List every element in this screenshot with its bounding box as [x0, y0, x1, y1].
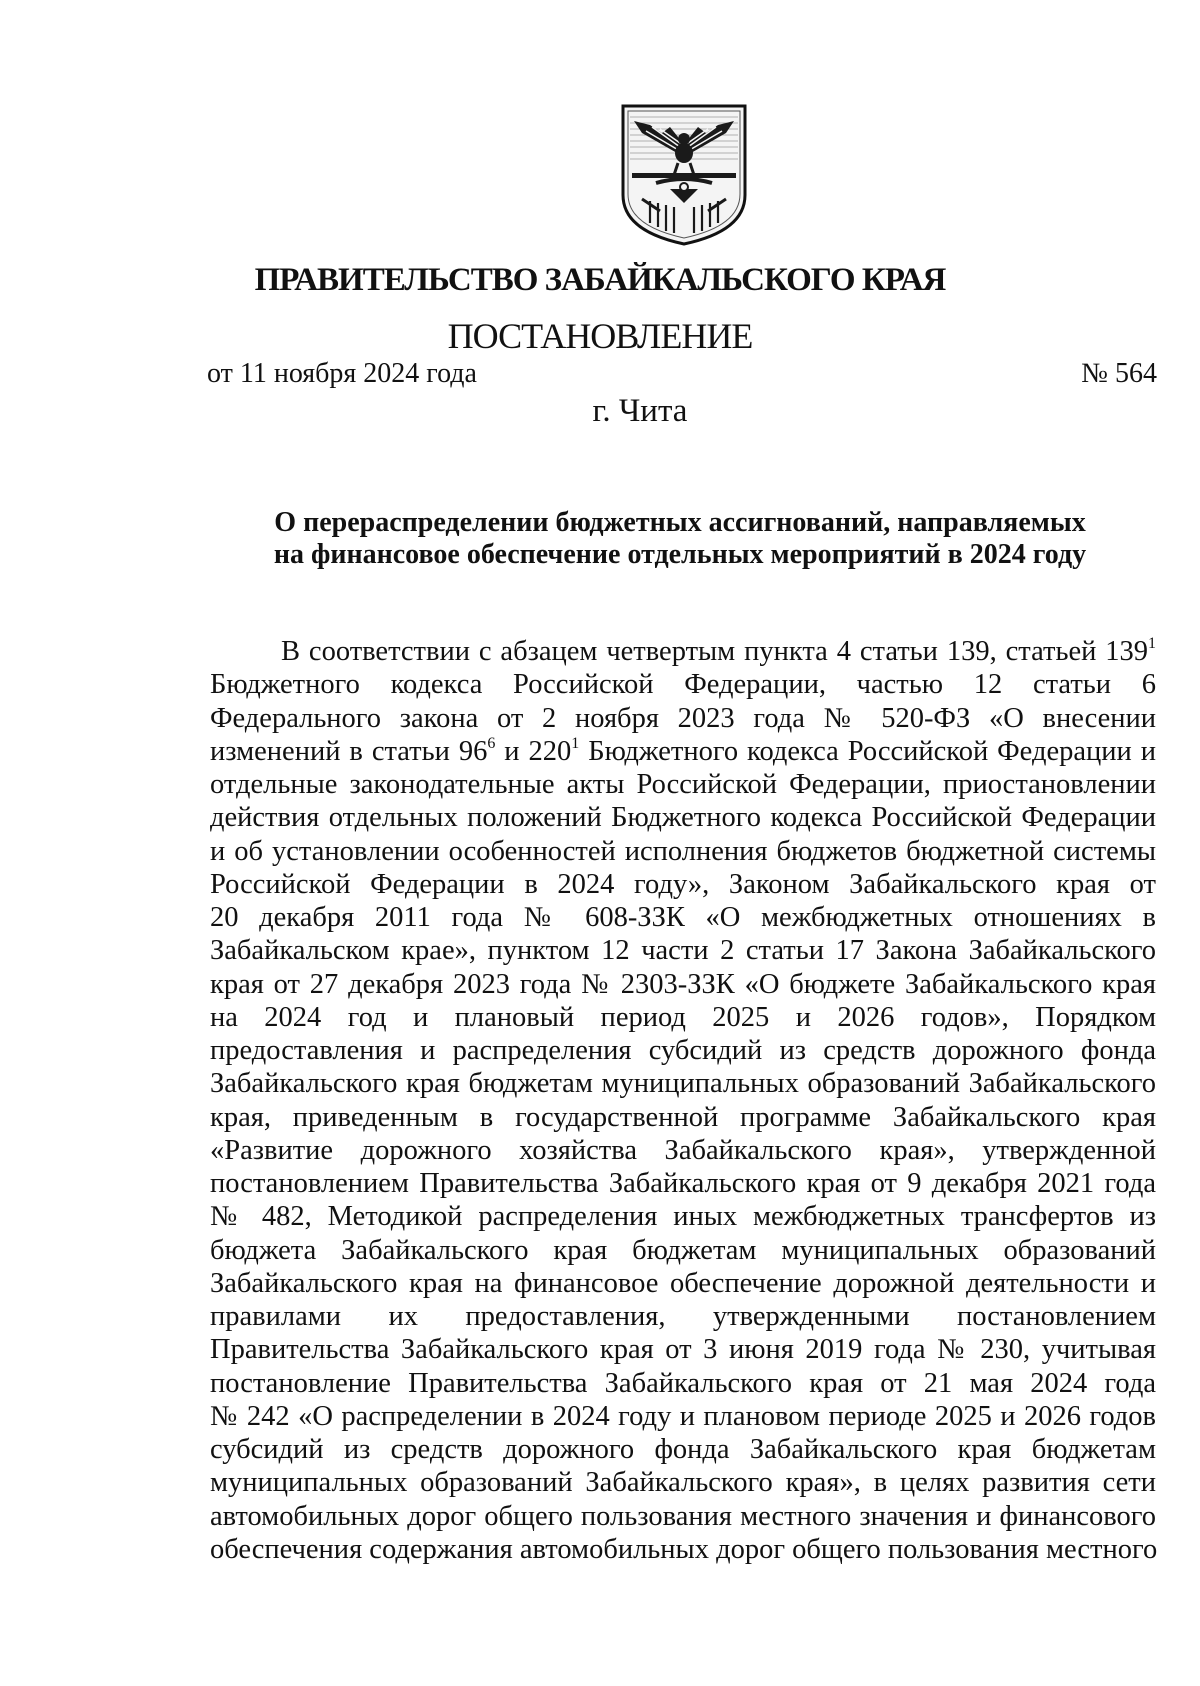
- document-body: [210, 635, 1156, 1566]
- body-line-1: [210, 635, 1156, 668]
- body-line-4: [210, 735, 1156, 768]
- body-line-15: края, приведенным в государственной программе Забайкальского края: [210, 1101, 1156, 1133]
- body-line-28: обеспечения содержания автомобильных дорог общего пользования местного: [210, 1533, 1158, 1565]
- body-line-20: Забайкальского края на финансовое обеспечение дорожной деятельности и: [210, 1267, 1156, 1299]
- superscript: 6: [487, 734, 496, 752]
- body-line-12: на 2024 год и плановый период 2025 и 2026 годов», Порядком: [210, 1001, 1156, 1033]
- body-line-11: края от 27 декабря 2023 года № 2303-ЗЗК «О бюджете Забайкальского края: [210, 968, 1156, 1000]
- body-line-7: и об установлении особенностей исполнения бюджетов бюджетной системы: [210, 835, 1156, 867]
- body-line-14: Забайкальского края бюджетам муниципальных образований Забайкальского: [210, 1068, 1156, 1100]
- heading-line-2: на финансовое обеспечение отдельных мероприятий в 2024 году: [273, 539, 1087, 570]
- coat-of-arms-icon: [620, 103, 748, 247]
- body-line-8: Российской Федерации в 2024 году», Законом Забайкальского края от: [210, 868, 1156, 900]
- document-date: от 11 ноября 2024 года: [207, 358, 477, 389]
- body-line-13: предоставления и распределения субсидий из средств дорожного фонда: [210, 1035, 1156, 1066]
- document-heading: [200, 507, 1160, 571]
- superscript: 1: [1148, 635, 1156, 652]
- body-line-17: постановлением Правительства Забайкальского края от 9 декабря 2021 года: [210, 1168, 1156, 1199]
- body-line-5: отдельные законодательные акты Российской Федерации, приостановлении: [210, 769, 1156, 800]
- body-line-2: Бюджетного кодекса Российской Федерации, частью 12 статьи 6: [210, 669, 1156, 701]
- body-line-23: постановление Правительства Забайкальского края от 21 мая 2024 года: [210, 1367, 1156, 1399]
- body-text-fragment: и 220: [495, 735, 572, 767]
- government-title: ПРАВИТЕЛЬСТВО ЗАБАЙКАЛЬСКОГО КРАЯ: [254, 262, 946, 298]
- heading-line-1: О перераспределении бюджетных ассигнований, направляемых: [274, 507, 1086, 538]
- document-type: ПОСТАНОВЛЕНИЕ: [447, 316, 753, 356]
- body-line-25: субсидий из средств дорожного фонда Забайкальского края бюджетам: [210, 1434, 1156, 1465]
- body-line-16: «Развитие дорожного хозяйства Забайкальского края», утвержденной: [210, 1134, 1156, 1166]
- body-text-fragment: изменений в статьи 96: [210, 735, 488, 767]
- body-line-6: действия отдельных положений Бюджетного кодекса Российской Федерации: [210, 802, 1156, 834]
- body-text-fragment: Бюджетного кодекса Российской Федерации и: [579, 735, 1156, 767]
- body-line-10: Забайкальском крае», пунктом 12 части 2 статьи 17 Закона Забайкальского: [210, 935, 1156, 967]
- body-line-27: автомобильных дорог общего пользования местного значения и финансового: [210, 1500, 1156, 1532]
- body-line-3: Федерального закона от 2 ноября 2023 года № 520-ФЗ «О внесении: [210, 702, 1156, 734]
- body-text-fragment: В соответствии с абзацем четвертым пункта 4 статьи 139, статьей 139: [281, 636, 1148, 667]
- document-number: № 564: [1081, 358, 1157, 389]
- body-line-24: № 242 «О распределении в 2024 году и плановом периоде 2025 и 2026 годов: [210, 1400, 1156, 1432]
- body-line-22: Правительства Забайкальского края от 3 июня 2019 года № 230, учитывая: [210, 1334, 1156, 1366]
- document-city: г. Чита: [592, 393, 688, 429]
- body-line-19: бюджета Забайкальского края бюджетам муниципальных образований: [210, 1234, 1156, 1266]
- body-line-21: правилами их предоставления, утвержденными постановлением: [210, 1301, 1156, 1332]
- superscript: 1: [571, 734, 580, 752]
- body-line-26: муниципальных образований Забайкальского края», в целях развития сети: [210, 1467, 1156, 1499]
- body-line-18: № 482, Методикой распределения иных межбюджетных трансфертов из: [210, 1201, 1156, 1233]
- body-line-9: 20 декабря 2011 года № 608-ЗЗК «О межбюджетных отношениях в: [210, 902, 1156, 933]
